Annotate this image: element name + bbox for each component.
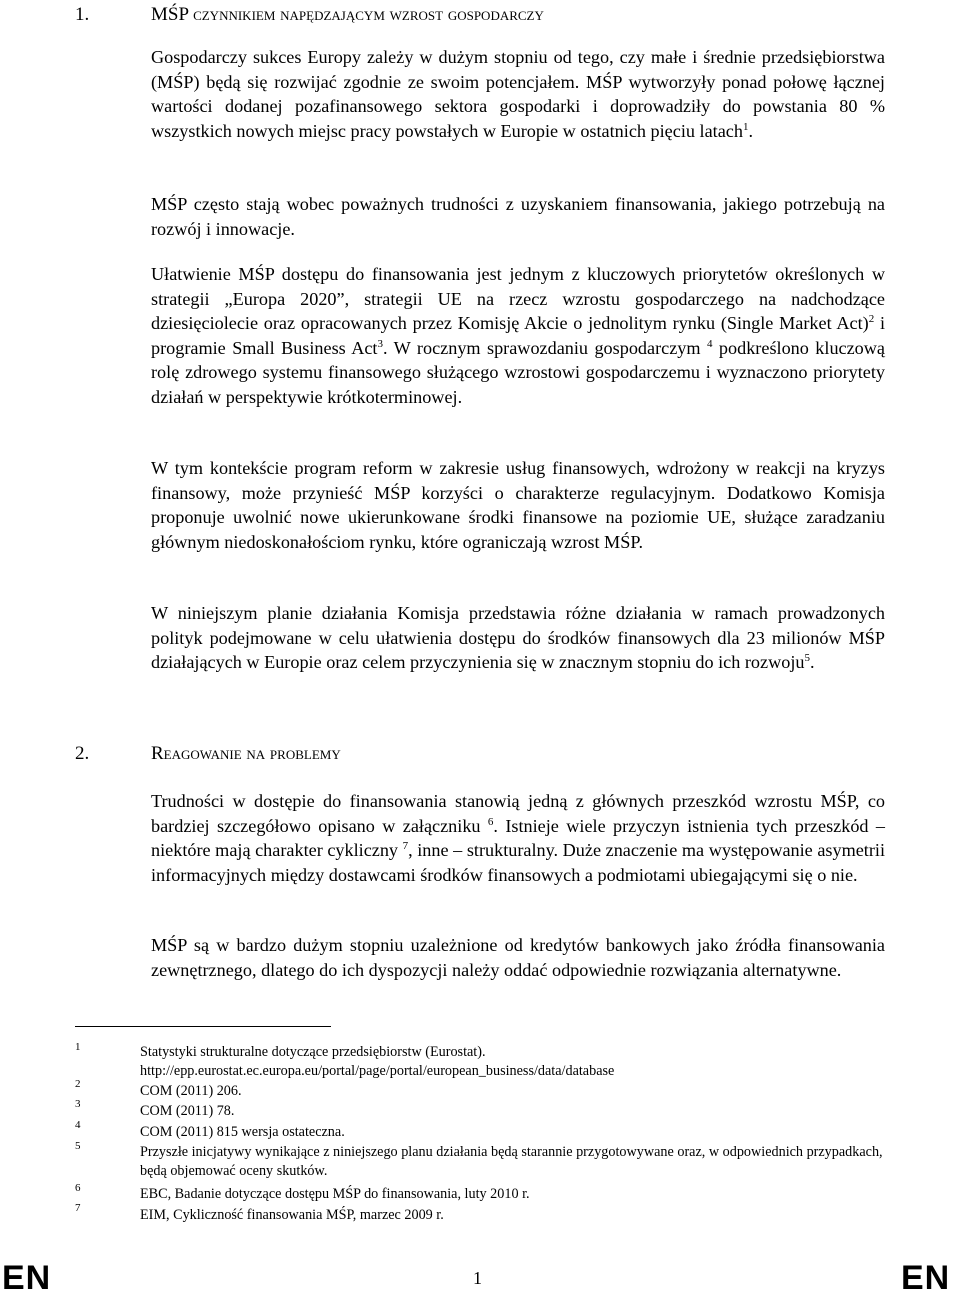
footnote-1: Statystyki strukturalne dotyczące przedsiębiorstw (Eurostat). http://epp.eurostat.ec.europa.eu/portal/page/portal/european_business/data/database (140, 1044, 615, 1079)
footnote-ref-5[interactable]: 5 (804, 652, 810, 665)
footnote-number-3: 3 (75, 1098, 81, 1110)
footnote-3: COM (2011) 78. (140, 1103, 235, 1119)
footnote-number-1: 1 (75, 1041, 81, 1053)
section-1-paragraph-3: Ułatwienie MŚP dostępu do finansowania jest jednym z kluczowych priorytetów określonych w strategii „Europa 2020”, strategii UE na rzecz wzrostu gospodarczego na nadchodzące dziesięciolecie oraz opracowanych przez Komisję Akcie o jednolitym rynku (Single Market Act)$^2$ i programie Small Business Act$^3$. W rocznym sprawozdaniu gospodarczym $^4$ podkreślono kluczową rolę zdrowego systemu finansowego służącego wzrostowi gospodarczemu i wyznaczono priorytety działań w perspektywie krótkoterminowej. (151, 264, 886, 407)
footnote-number-4: 4 (75, 1119, 81, 1131)
footer-language-left: EN (2, 1259, 52, 1297)
section-2-title: Reagowanie na problemy (151, 743, 341, 764)
section-1-paragraph-5: W niniejszym planie działania Komisja przedstawia różne działania w ramach prowadzonych polityk podejmowane w celu ułatwienia dostępu do środków finansowych dla 23 milionów MŚP działających w Europie oraz celem przyczynienia się w znacznym stopniu do ich rozwoju$^5$. (151, 603, 885, 673)
footnote-ref-3[interactable]: 3 (377, 337, 383, 350)
footnote-number-2: 2 (75, 1078, 81, 1090)
footnote-number-6: 6 (75, 1182, 81, 1194)
footnote-2: COM (2011) 206. (140, 1083, 242, 1099)
footnote-ref-7[interactable]: 7 (402, 840, 409, 853)
section-2-number: 2. (75, 743, 90, 764)
section-1-number: 1. (75, 4, 90, 25)
footnote-number-7: 7 (75, 1202, 81, 1214)
section-2-paragraph-1: Trudności w dostępie do finansowania stanowią jedną z głównych przeszkód wzrostu MŚP, co bardziej szczegółowo opisano w załączniku $^6$. Istnieje wiele przyczyn istnienia tych przeszkód – niektóre mają charakter cykliczny $^7$, inne – strukturalny. Duże znaczenie ma występowanie asymetrii informacyjnych między dostawcami środków finansowych a podmiotami ubiegającymi się o nie. (151, 791, 886, 885)
section-1-paragraph-4: W tym kontekście program reform w zakresie usług finansowych, wdrożony w reakcji na kryzys finansowy, może przynieść MŚP korzyści o charakterze regulacyjnym. Dodatkowo Komisja proponuje uwolnić nowe ukierunkowane środki finansowe na poziomie UE, służące zaradzaniu głównym niedoskonałościom rynku, które ograniczają wzrost MŚP. (151, 458, 885, 552)
footnote-ref-6[interactable]: 6 (487, 815, 494, 828)
page-number: 1 (473, 1268, 482, 1288)
footnote-number-5: 5 (75, 1140, 81, 1152)
footnote-4: COM (2011) 815 wersja ostateczna. (140, 1124, 345, 1140)
footnote-ref-2[interactable]: 2 (868, 313, 875, 326)
footnote-6: EBC, Badanie dotyczące dostępu MŚP do finansowania, luty 2010 r. (140, 1186, 530, 1202)
section-1-title: MŚP czynnikiem napędzającym wzrost gospodarczy (151, 4, 544, 25)
footnote-ref-1[interactable]: 1 (742, 120, 749, 133)
section-2-paragraph-2: MŚP są w bardzo dużym stopniu uzależnione od kredytów bankowych jako źródła finansowania zewnętrznego, dlatego do ich dyspozycji należy oddać odpowiednie rozwiązania alternatywne. (151, 935, 885, 980)
footnote-ref-4[interactable]: 4 (706, 337, 713, 350)
footnote-separator (75, 1026, 331, 1027)
footnote-7: EIM, Cykliczność finansowania MŚP, marzec 2009 r. (140, 1207, 444, 1223)
section-1-paragraph-2: MŚP często stają wobec poważnych trudności z uzyskaniem finansowania, jakiego potrzebują na rozwój i innowacje. (151, 194, 885, 239)
section-1-paragraph-1: Gospodarczy sukces Europy zależy w dużym stopniu od tego, czy małe i średnie przedsiębiorstwa (MŚP) będą się rozwijać zgodnie ze swoim potencjałem. MŚP wytworzyły ponad połowę łącznej wartości dodanej pozafinansowego sektora gospodarki i doprowadziły do powstania 80 % wszystkich nowych miejsc pracy powstałych w Europie w ostatnich pięciu latach$^1$. (151, 47, 885, 141)
footer-language-right: EN (901, 1259, 951, 1297)
footnote-5: Przyszłe inicjatywy wynikające z niniejszego planu działania będą starannie przygotowywane oraz, w odpowiednich przypadkach, będą objemować oceny skutków. (140, 1144, 883, 1179)
